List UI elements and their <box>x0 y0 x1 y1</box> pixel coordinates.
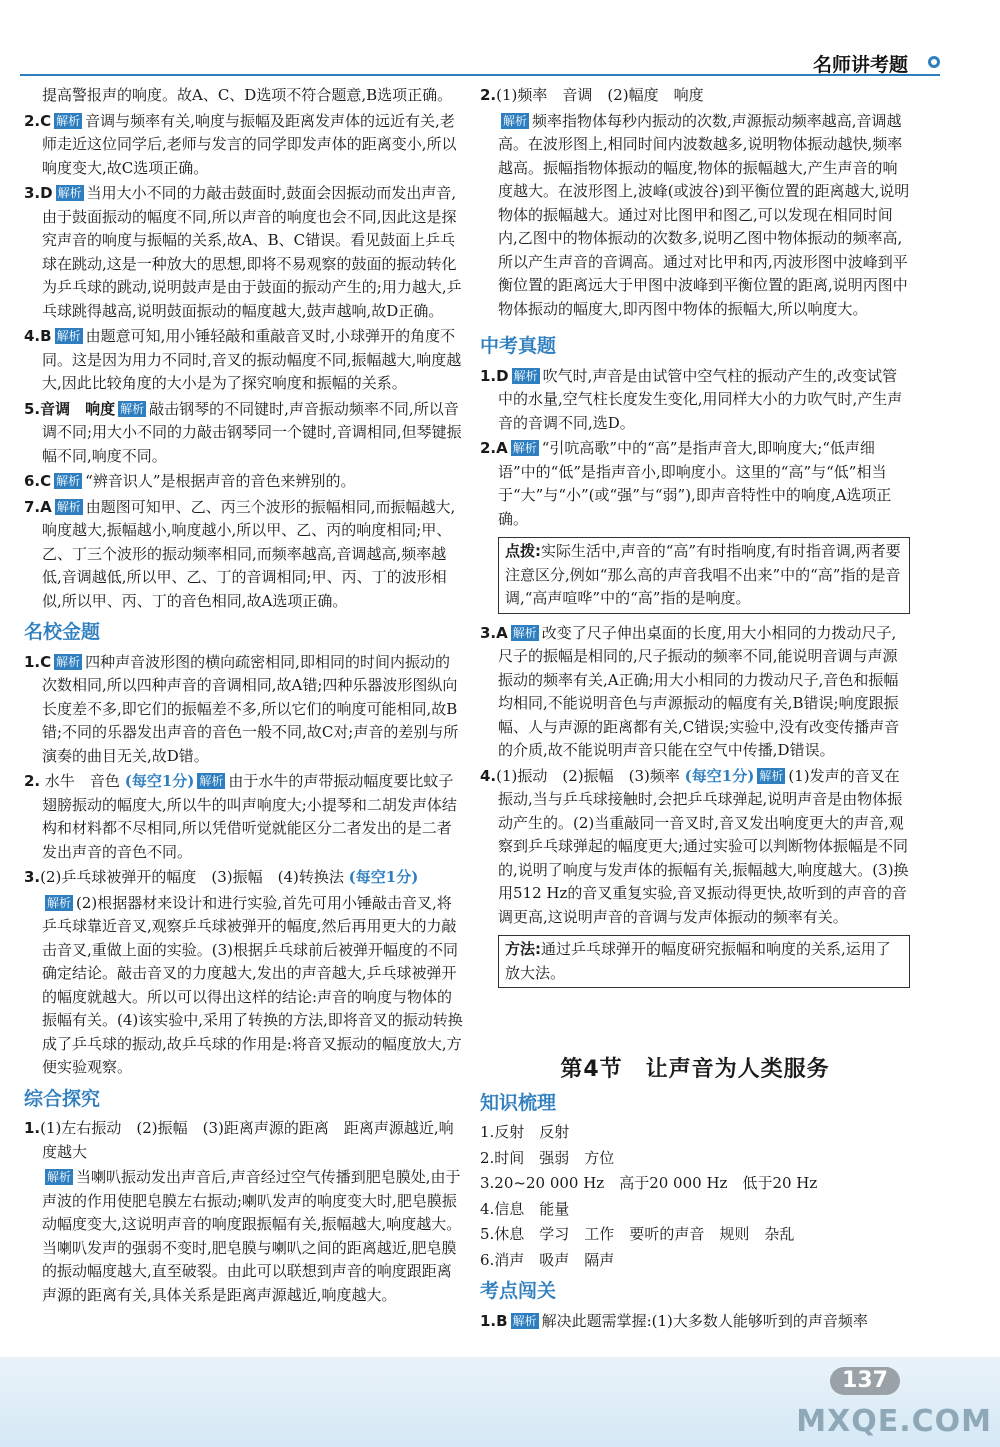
answer-item: 1.D 解析 吹气时,声音是由试管中空气柱的振动产生的,改变试管中的水量,空气柱长度发生变化,用同样大小的力吹气时,产生声音的音调不同,选D。 <box>480 366 903 432</box>
analysis-tag: 解析 <box>47 895 72 910</box>
list-item: 2.时间 强弱 方位 <box>480 1148 615 1167</box>
answer-item: 4.B 解析 由题意可知,用小锤轻敲和重敲音叉时,小球弹开的角度不同。这是因为用力不同时,音叉的振动幅度不同,振幅越大,响度越大,因此比较角度的大小是为了探究响度和振幅的关系。 <box>24 327 462 392</box>
analysis-tag: 解析 <box>47 1170 72 1184</box>
right-column <box>480 84 910 1335</box>
list-item: 1.反射 反射 <box>480 1123 570 1141</box>
points-note: (每空1分) <box>684 766 755 785</box>
answer-item: 3.A 解析 改变了尺子伸出桌面的长度,用大小相同的力拨动尺子,尺子的振幅是相同的,尺子振动的频率不同,能说明音调与声源振动的频率有关,A正确;用大小相同的力拨动尺子,音色和振幅均相同,不能说明音色与声源振动的幅度有关,B错误;响度跟振幅、人与声源的距离都有关,C错误;实验中,没有改变传播声音的介质,故不能说明声音只能在空气中传播,D错误。 <box>480 623 900 759</box>
analysis-tag: 解析 <box>57 186 82 200</box>
answer-item: 1.(1)左右振动 (2)振幅 (3)距离声源的距离 距离声源越近,响度越大 <box>24 1119 454 1161</box>
analysis-text: 解析 当喇叭振动发出声音后,声音经过空气传播到肥皂膜处,由于声波的作用使肥皂膜左右振动;喇叭发声的响度变大时,肥皂膜振动幅度变大,这说明声音的响度跟振幅有关,振幅越大,响度越大。当喇叭发声的强弱不变时,肥皂膜与喇叭之间的距离越近,肥皂膜的振动幅度越大,直至破裂。由此可以联想到声音的响度跟距离声源的距离有关,具体关系是距离声源越近,响度越大。 <box>42 1168 462 1304</box>
analysis-tag: 解析 <box>512 625 537 640</box>
analysis-tag: 解析 <box>56 474 81 488</box>
answer-item: 1.B 解析 解决此题需掌握:(1)大多数人能够听到的声音频率 <box>480 1311 868 1330</box>
answer-item: 2.C 解析 音调与频率有关,响度与振幅及距离发声体的远近有关,老师走近这位同学后,老师与发言的同学即发声体的距离变小,所以响度变大,故C选项正确。 <box>24 111 457 177</box>
method-box: 方法:通过乒乓球弹开的幅度研究振幅和响度的关系,运用了放大法。 <box>498 935 910 988</box>
answer-item: 3.(2)乒乓球被弹开的幅度 (3)振幅 (4)转换法 (每空1分) <box>24 868 419 886</box>
points-note: (每空1分) <box>124 772 195 790</box>
page-header <box>20 0 1000 80</box>
analysis-tag: 解析 <box>56 654 81 669</box>
list-item: 4.信息 能量 <box>480 1199 570 1218</box>
analysis-text: 解析 (2)根据器材来设计和进行实验,首先可用小锤敲击音叉,将乒乓球靠近音叉,观察乒乓球被弹开的幅度,然后再用更大的力敲击音叉,重做上面的实验。(3)根据乒乓球前后被弹开幅度的不同确定结论。敲击音叉的力度越大,发出的声音越大,乒乓球被弹开的幅度就越大。所以可以得出这样的结论:声音的响度与物体的振幅有关。(4)该实验中,采用了转换的方法,即将音叉的振动转换成了乒乓球的振动,故乒乓球的作用是:将音叉振动的幅度放大,方便实验观察。 <box>42 893 463 1076</box>
analysis-tag: 解析 <box>759 768 784 783</box>
left-column <box>24 84 464 1309</box>
analysis-tag: 解析 <box>56 329 81 343</box>
tip-label: 点拨: <box>505 542 541 560</box>
lead-text: 提高警报声的响度。故A、C、D选项不符合题意,B选项正确。 <box>42 86 453 104</box>
points-note: (每空1分) <box>348 868 419 886</box>
answer-item: 2.(1)频率 音调 (2)幅度 响度 <box>480 86 704 104</box>
analysis-tag: 解析 <box>512 441 537 455</box>
analysis-text: 解析 频率指物体每秒内振动的次数,声源振动频率越高,音调越高。在波形图上,相同时间内波数越多,说明物体振动越快,频率越高。振幅指物体振动的幅度,物体的振幅越大,产生声音的响度越大。在波形图上,波峰(或波谷)到平衡位置的距离越大,说明物体的振幅越大。通过对比图甲和图乙,可以发现在相同时间内,乙图中的物体振动的次数多,说明乙图中物体振动的频率高,所以产生声音的音调高。通过对比甲和丙,丙波形图中波峰到平衡位置的距离远大于甲图中波峰到平衡位置的距离,说明丙图中物体振动的幅度大,即丙图中物体的振幅大,所以响度大。 <box>498 111 910 318</box>
answer-item: 1.C 解析 四种声音波形图的横向疏密相同,即相同的时间内振动的次数相同,所以四种声音的音调相同,故A错;四种乐器波形图纵向长度差不多,即它们的振幅差不多,所以它们的响度可能相同,故B错;不同的乐器发出声音的音色一般不同,故C对;声音的差别与所演奏的曲目无关,故D错。 <box>24 652 459 765</box>
analysis-tag: 解析 <box>199 774 224 788</box>
section-title: 中考真题 <box>480 335 557 357</box>
answer-item: 5.音调 响度 解析 敲击钢琴的不同键时,声音振动频率不同,所以音调不同;用大小不同的力敲击钢琴同一个键时,音调相同,但琴键振幅不同,响度不同。 <box>24 399 462 465</box>
list-item: 5.休息 学习 工作 要听的声音 规则 杂乱 <box>480 1225 795 1243</box>
answer-item: 6.C 解析 “辨音识人”是根据声音的音色来辨别的。 <box>24 472 356 490</box>
circle-icon <box>928 56 940 68</box>
list-item: 6.消声 吸声 隔声 <box>480 1250 615 1269</box>
section-title: 名校金题 <box>24 621 101 643</box>
section-title: 知识梳理 <box>480 1091 557 1114</box>
analysis-tag: 解析 <box>56 499 81 514</box>
answer-item: 3.D 解析 当用大小不同的力敲击鼓面时,鼓面会因振动而发出声音,由于鼓面振动的幅度不同,所以声音的响度也会不同,因此这是探究声音的响度与振幅的关系,故A、B、C错误。看见鼓面上乒乓球在跳动,这是一种放大的思想,即将不易观察的鼓面的振动转化为乒乓球的跳动,说明鼓声是由于鼓面的振动产生的;用力越大,乒乓球跳得越高,说明鼓面振动的幅度越大,鼓声越响,故D正确。 <box>24 184 462 320</box>
analysis-tag: 解析 <box>512 1313 537 1328</box>
answer-item: 4.(1)振动 (2)振幅 (3)频率 (每空1分) 解析 (1)发声的音叉在振动,当与乒乓球接触时,会把乒乓球弹起,说明声音是由物体振动产生的。(2)当重敲同一音叉时,音叉发出响度更大的声音,观察到乒乓球弹起的幅度更大;通过实验可以判断物体振幅是不同的,说明了响度与发声体的振幅有关,振幅越大,响度越大。(3)换用512 Hz的音叉重复实验,音叉振动得更快,故听到的声音的音调更高,这说明声音的音调与发声体振动的频率有关。 <box>480 766 909 926</box>
analysis-tag: 解析 <box>513 368 538 383</box>
section-title: 综合探究 <box>24 1087 101 1110</box>
watermark: MXQE.COM <box>796 1404 992 1439</box>
page-number: 137 <box>830 1367 900 1395</box>
section-title: 考点闯关 <box>480 1280 557 1302</box>
brand-title: 名师讲考题 <box>812 54 908 76</box>
analysis-tag: 解析 <box>56 113 81 128</box>
tip-box: 点拨:实际生活中,声音的“高”有时指响度,有时指音调,两者要注意区分,例如“那么高的声音我唱不出来”中的“高”指的是音调,“高声喧哗”中的“高”指的是响度。 <box>498 537 910 614</box>
analysis-tag: 解析 <box>120 401 145 416</box>
chapter-title: 第4节 让声音为人类服务 <box>560 1057 830 1082</box>
list-item: 3.20~20 000 Hz 高于20 000 Hz 低于20 Hz <box>480 1174 818 1192</box>
answer-item: 2.A 解析 “引吭高歌”中的“高”是指声音大,即响度大;“低声细语”中的“低”是指声音小,即响度小。这里的“高”与“低”相当于“大”与“小”(或“强”与“弱”),即声音特性中的响度,A选项正确。 <box>480 439 892 528</box>
analysis-tag: 解析 <box>503 113 528 128</box>
header-rule <box>20 74 940 76</box>
answer-item: 7.A 解析 由题图可知甲、乙、丙三个波形的振幅相同,而振幅越大,响度越大,振幅越小,响度越小,所以甲、乙、丙的响度相同;甲、乙、丁三个波形的振动频率相同,而频率越高,音调越高,频率越低,音调越低,所以甲、乙、丁的音调相同;甲、丙、丁的波形相似,所以甲、丙、丁的音色相同,故A选项正确。 <box>24 497 456 610</box>
answer-item: 2. 水牛 音色 (每空1分) 解析 由于水牛的声带振动幅度要比蚊子翅膀振动的幅度大,所以牛的叫声响度大;小提琴和二胡发声体结构和材料都不尽相同,所以凭借听觉就能区分二者发出的是二者发出声音的音色不同。 <box>24 772 457 861</box>
method-label: 方法: <box>505 940 541 958</box>
